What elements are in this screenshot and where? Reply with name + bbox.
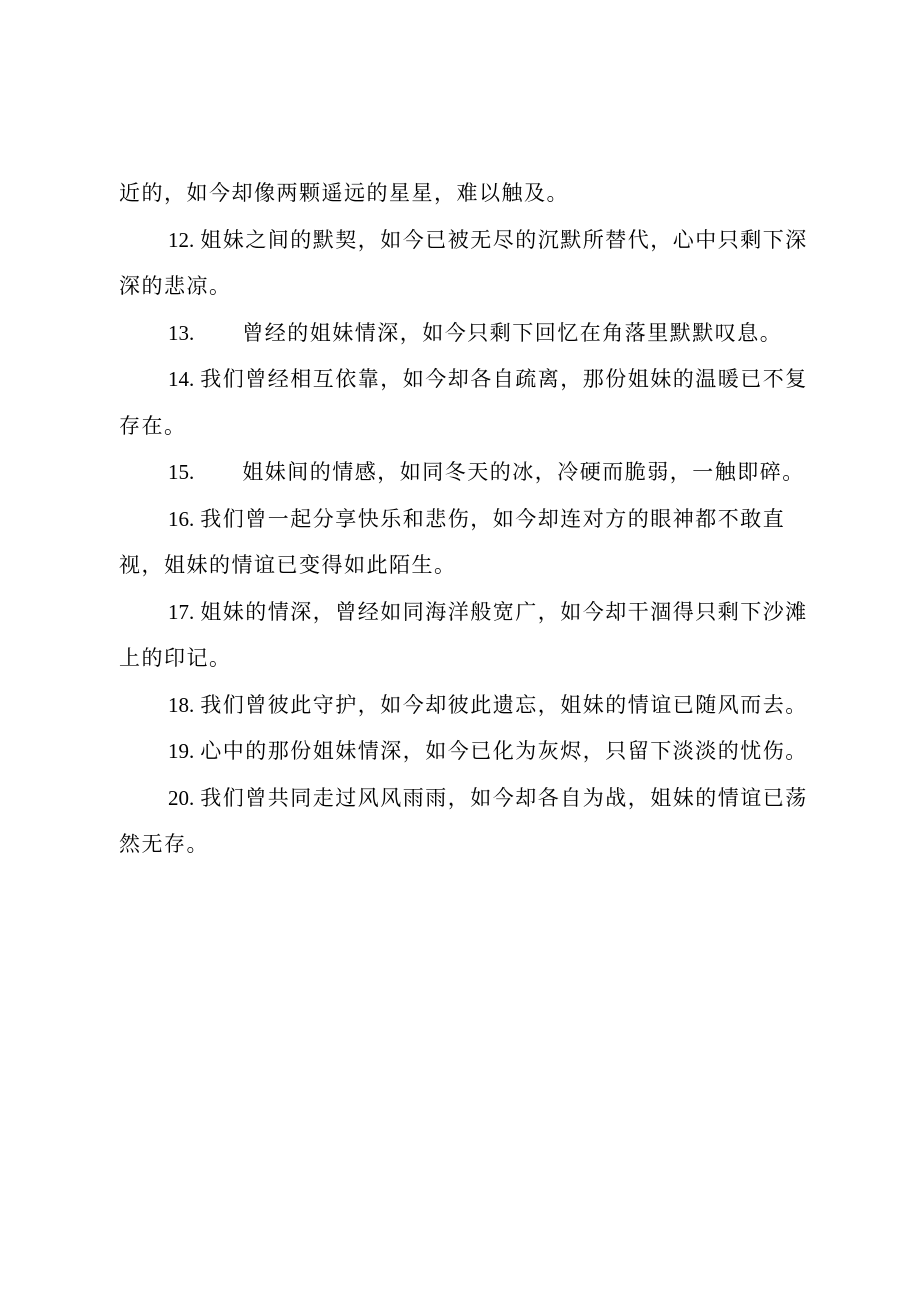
item-number: 16. [168,506,195,531]
list-item-14 [119,356,819,449]
list-item-17 [119,589,819,682]
item-text: 我们曾一起分享快乐和悲伤，如今却连对方的眼神都不敢直视，姐妹的情谊已变得如此陌生。 [119,506,786,577]
item-text: 我们曾彼此守护，如今却彼此遗忘，姐妹的情谊已随风而去。 [200,692,808,717]
item-number: 12. [168,227,195,252]
item-text: 姐妹的情深，曾经如同海洋般宽广，如今却干涸得只剩下沙滩上的印记。 [119,599,808,670]
item-number: 13. [168,320,195,345]
list-item-12 [119,217,819,310]
item-text: 心中的那份姐妹情深，如今已化为灰烬，只留下淡淡的忧伤。 [200,739,808,763]
list-item-19 [119,728,819,775]
item-number: 17. [168,599,195,624]
item-text: 姐妹间的情感，如同冬天的冰，冷硬而脆弱，一触即碎。 [242,460,805,484]
document-body [119,170,819,868]
list-item-16 [119,496,819,589]
list-item-13 [119,310,819,357]
item-number: 18. [168,692,195,717]
continuation-paragraph: 近的，如今却像两颗遥远的星星，难以触及。 [119,181,569,205]
item-number: 15. [168,460,195,484]
list-item-18 [119,682,819,729]
item-number: 14. [168,367,195,391]
item-text: 我们曾经相互依靠，如今却各自疏离，那份姐妹的温暖已不复存在。 [119,367,808,438]
list-item-20 [119,775,819,868]
list-item-15 [119,449,819,496]
item-number: 20. [168,785,195,810]
item-text: 姐妹之间的默契，如今已被无尽的沉默所替代，心中只剩下深深的悲凉。 [119,227,808,298]
item-text: 我们曾共同走过风风雨雨，如今却各自为战，姐妹的情谊已荡然无存。 [119,785,808,856]
item-number: 19. [168,739,195,763]
item-text: 曾经的姐妹情深，如今只剩下回忆在角落里默默叹息。 [242,320,783,345]
